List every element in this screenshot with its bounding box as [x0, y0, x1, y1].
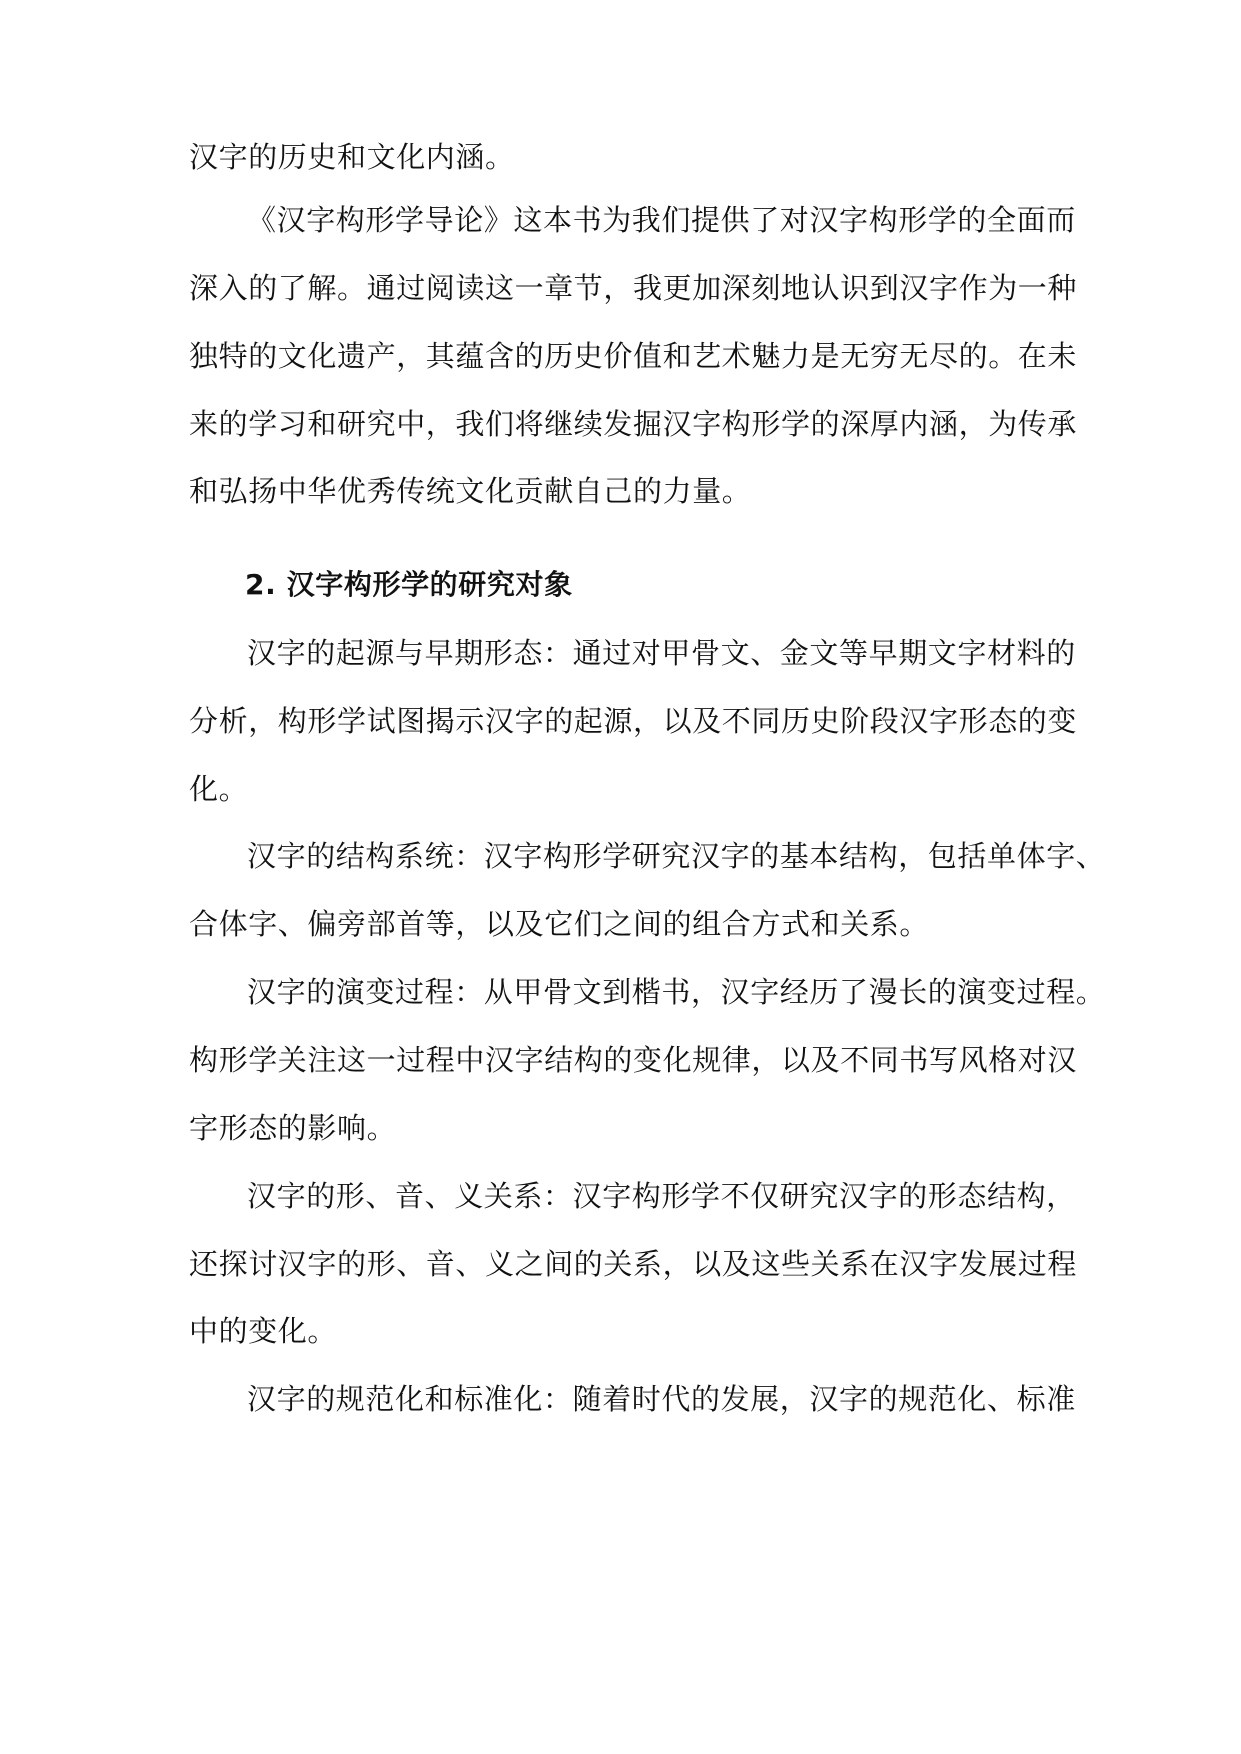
text-line: 和弘扬中华优秀传统文化贡献自己的力量。	[189, 474, 752, 508]
text-line: 独特的文化遗产，其蕴含的历史价值和艺术魅力是无穷无尽的。在未	[189, 339, 1078, 373]
text-line: 分析，构形学试图揭示汉字的起源，以及不同历史阶段汉字形态的变	[189, 704, 1078, 738]
text-line: 汉字的演变过程：从甲骨文到楷书，汉字经历了漫长的演变过程。	[247, 975, 1106, 1009]
text-line: 汉字的历史和文化内涵。	[189, 140, 515, 174]
text-line: 合体字、偏旁部首等，以及它们之间的组合方式和关系。	[189, 907, 930, 941]
text-line: 构形学关注这一过程中汉字结构的变化规律，以及不同书写风格对汉	[189, 1043, 1078, 1077]
text-line: 还探讨汉字的形、音、义之间的关系，以及这些关系在汉字发展过程	[189, 1247, 1078, 1281]
text-line: 《汉字构形学导论》这本书为我们提供了对汉字构形学的全面而	[247, 203, 1076, 237]
text-line: 来的学习和研究中，我们将继续发掘汉字构形学的深厚内涵，为传承	[189, 407, 1078, 441]
text-line: 字形态的影响。	[189, 1111, 397, 1145]
text-line: 汉字的起源与早期形态：通过对甲骨文、金文等早期文字材料的	[247, 636, 1076, 670]
text-line: 汉字的形、音、义关系：汉字构形学不仅研究汉字的形态结构，	[247, 1179, 1076, 1213]
text-line: 深入的了解。通过阅读这一章节，我更加深刻地认识到汉字作为一种	[189, 271, 1078, 305]
text-line: 化。	[189, 772, 249, 806]
text-line: 中的变化。	[189, 1314, 338, 1348]
text-line: 汉字的规范化和标准化：随着时代的发展，汉字的规范化、标准	[247, 1382, 1076, 1416]
text-line: 汉字的结构系统：汉字构形学研究汉字的基本结构，包括单体字、	[247, 839, 1106, 873]
section-heading: 2. 汉字构形学的研究对象	[245, 568, 573, 601]
